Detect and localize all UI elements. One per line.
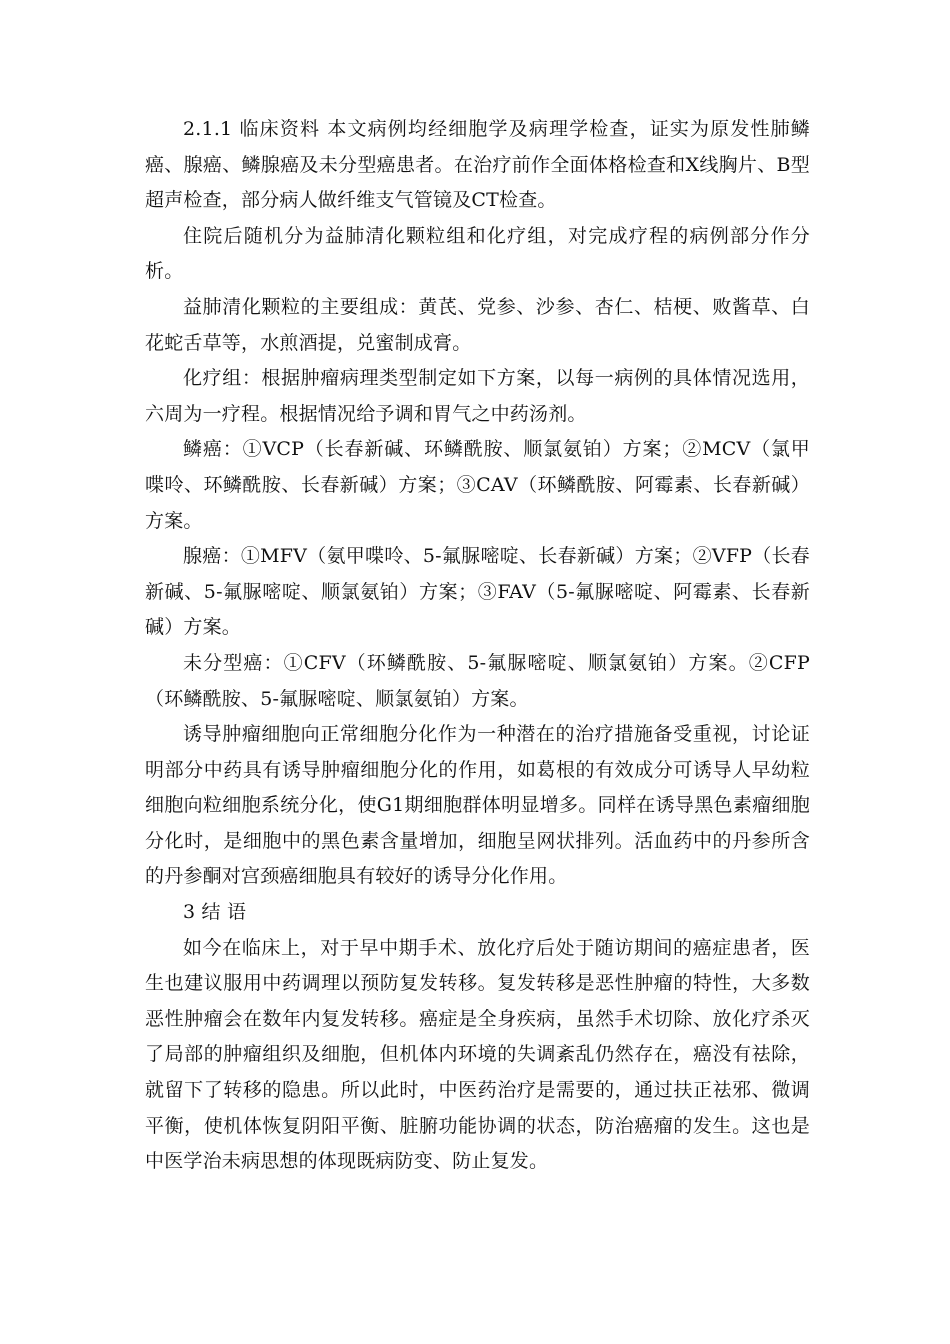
document-body bbox=[145, 112, 810, 1180]
section-heading-conclusion: 3 结 语 bbox=[183, 901, 247, 924]
paragraph-clinical-data: 2.1.1 临床资料 本文病例均经细胞学及病理学检查，证实为原发性肺鳞癌、腺癌、鳞腺癌及未分型癌患者。在治疗前作全面体格检查和X线胸片、B型超声检查，部分病人做纤维支气管镜及CT检查。 bbox=[145, 118, 810, 212]
paragraph-adeno-regimen: 腺癌：①MFV（氨甲喋呤、5-氟脲嘧啶、长春新碱）方案；②VFP（长春新碱、5-氟脲嘧啶、顺氯氨铂）方案；③FAV（5-氟脲嘧啶、阿霉素、长春新碱）方案。 bbox=[145, 545, 810, 639]
paragraph-randomization: 住院后随机分为益肺清化颗粒组和化疗组，对完成疗程的病例部分作分析。 bbox=[145, 224, 810, 283]
paragraph-squamous-regimen: 鳞癌：①VCP（长春新碱、环鳞酰胺、顺氯氨铂）方案；②MCV（氯甲喋呤、环鳞酰胺、长春新碱）方案；③CAV（环鳞酰胺、阿霉素、长春新碱）方案。 bbox=[145, 438, 810, 532]
paragraph-conclusion: 如今在临床上，对于早中期手术、放化疗后处于随访期间的癌症患者，医生也建议服用中药调理以预防复发转移。复发转移是恶性肿瘤的特性，大多数恶性肿瘤会在数年内复发转移。癌症是全身疾病，虽然手术切除、放化疗杀灭了局部的肿瘤组织及细胞，但机体内环境的失调紊乱仍然存在，癌没有祛除，就留下了转移的隐患。所以此时，中医药治疗是需要的，通过扶正祛邪、微调平衡，使机体恢复阴阳平衡、脏腑功能协调的状态，防治癌瘤的发生。这也是中医学治未病思想的体现既病防变、防止复发。 bbox=[145, 936, 810, 1173]
paragraph-differentiation: 诱导肿瘤细胞向正常细胞分化作为一种潜在的治疗措施备受重视，讨论证明部分中药具有诱导肿瘤细胞分化的作用，如葛根的有效成分可诱导人早幼粒细胞向粒细胞系统分化，使G1期细胞群体明显增多。同样在诱导黑色素瘤细胞分化时，是细胞中的黑色素含量增加，细胞呈网状排列。活血药中的丹参所含的丹参酮对宫颈癌细胞具有较好的诱导分化作用。 bbox=[145, 723, 810, 888]
paragraph-granule-composition: 益肺清化颗粒的主要组成：黄芪、党参、沙参、杏仁、桔梗、败酱草、白花蛇舌草等，水煎酒提，兑蜜制成膏。 bbox=[145, 295, 810, 354]
paragraph-unclassified-regimen: 未分型癌：①CFV（环鳞酰胺、5-氟脲嘧啶、顺氯氨铂）方案。②CFP（环鳞酰胺、5-氟脲嘧啶、顺氯氨铂）方案。 bbox=[145, 651, 810, 710]
paragraph-chemo-group: 化疗组：根据肿瘤病理类型制定如下方案，以每一病例的具体情况选用，六周为一疗程。根据情况给予调和胃气之中药汤剂。 bbox=[145, 367, 810, 425]
